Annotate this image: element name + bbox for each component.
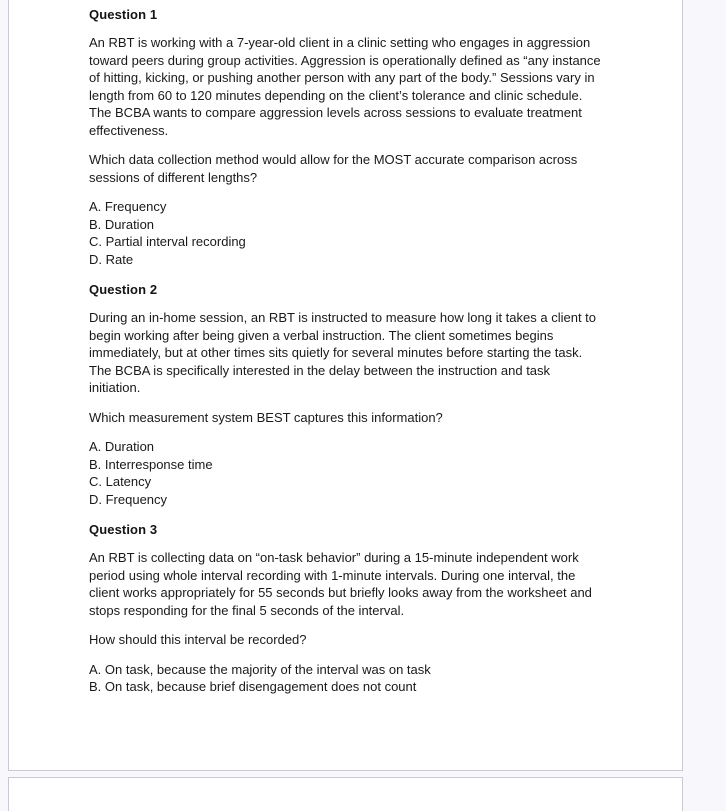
next-card: [8, 777, 683, 811]
question-block-3: [89, 521, 607, 696]
question-scenario-2: During an in-home session, an RBT is instructed to measure how long it takes a client to begin working after being given a verbal instruction. The client sometimes begins immediately, but at other times sits quietly for several minutes before starting the task. The BCBA is specifically interested in the delay between the instruction and task initiation.: [89, 310, 597, 395]
question-heading-1: Question 1: [89, 7, 158, 22]
question-block-2: [89, 281, 607, 508]
option-3-a[interactable]: A. On task, because the majority of the interval was on task: [89, 661, 431, 677]
question-scenario-3: An RBT is collecting data on “on-task behavior” during a 15-minute independent work period using whole interval recording with 1-minute intervals. During one interval, the client works appropriately for 55 seconds but briefly looks away from the worksheet and stops responding for the final 5 seconds of the interval.: [89, 550, 592, 618]
question-card-content: [9, 0, 682, 696]
question-heading-3: Question 3: [89, 522, 158, 537]
question-heading-2: Question 2: [89, 282, 158, 297]
option-1-b[interactable]: B. Duration: [89, 216, 155, 232]
question-options-3: [89, 661, 607, 696]
question-options-2: [89, 438, 607, 508]
question-prompt-2: Which measurement system BEST captures this information?: [89, 409, 443, 425]
option-1-d[interactable]: D. Rate: [89, 251, 134, 267]
question-card: [8, 0, 683, 771]
question-options-1: [89, 198, 607, 268]
option-2-a[interactable]: A. Duration: [89, 439, 155, 454]
option-1-a[interactable]: A. Frequency: [89, 199, 167, 214]
question-prompt-1: Which data collection method would allow for the MOST accurate comparison across sessions of different lengths?: [89, 152, 578, 185]
option-3-b[interactable]: B. On task, because brief disengagement does not count: [89, 679, 417, 694]
option-1-c[interactable]: C. Partial interval recording: [89, 234, 246, 249]
option-2-c[interactable]: C. Latency: [89, 474, 152, 489]
question-block-1: [89, 6, 607, 268]
option-2-d[interactable]: D. Frequency: [89, 491, 168, 507]
option-2-b[interactable]: B. Interresponse time: [89, 456, 213, 472]
question-prompt-3: How should this interval be recorded?: [89, 632, 307, 647]
question-scenario-1: An RBT is working with a 7-year-old client in a clinic setting who engages in aggression toward peers during group activities. Aggression is operationally defined as “any instance of hitting, kicking, or pushing another person with any part of the body.” Sessions vary in length from 60 to 120 minutes depending on the client’s tolerance and clinic schedule. The BCBA wants to compare aggression levels across sessions to evaluate treatment effectiveness.: [89, 35, 601, 138]
